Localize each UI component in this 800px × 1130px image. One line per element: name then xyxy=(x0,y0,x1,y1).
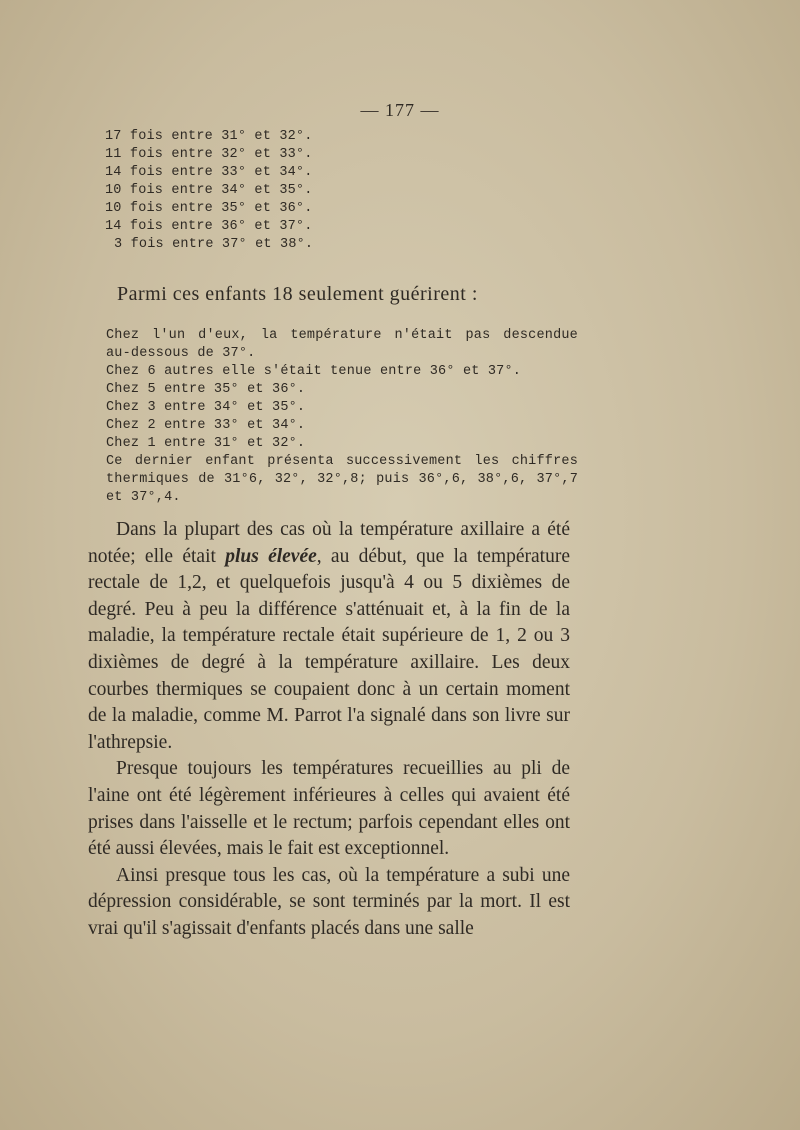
temperature-list-item: 14 fois entre 36° et 37°. xyxy=(105,219,313,234)
paragraph-1 xyxy=(88,517,570,756)
temperature-list-item: 10 fois entre 35° et 36°. xyxy=(105,201,313,216)
case-last: Ce dernier enfant présenta successivement les chiffres thermiques de 31°6, 32°, 32°,8; puis 36°,6, 38°,6, 37°,7 et 37°,4. xyxy=(106,454,578,505)
paragraph-1-start: Dans la plupart des cas où la température axillaire a été notée; elle était xyxy=(88,519,570,567)
section-heading: Parmi ces enfants 18 seulement guérirent : xyxy=(117,283,478,305)
page-number: — 177 — xyxy=(360,100,440,120)
temperature-list-item: 14 fois entre 33° et 34°. xyxy=(105,165,313,180)
temperature-list-item: 3 fois entre 37° et 38°. xyxy=(114,237,314,252)
paragraph-3: Ainsi presque tous les cas, où la température a subi une dépression considérable, se sont terminés par la mort. Il est vrai qu'il s'agissait d'enfants placés dans une salle xyxy=(88,864,570,939)
paragraph-2: Presque toujours les températures recueillies au pli de l'aine ont été légèrement inférieures à celles qui avaient été prises dans l'aisselle et le rectum; parfois cependant elles ont été aussi élevées, mais le fait est exceptionnel. xyxy=(88,758,570,860)
case-line: Chez 2 entre 33° et 34°. xyxy=(106,418,306,433)
temperature-list-item: 17 fois entre 31° et 32°. xyxy=(105,129,313,144)
case-line: Chez 5 entre 35° et 36°. xyxy=(106,382,306,397)
body-text xyxy=(88,517,570,943)
temperature-list-item: 10 fois entre 34° et 35°. xyxy=(105,183,313,198)
case-first: Chez l'un d'eux, la température n'était pas descendue au-dessous de 37°. xyxy=(106,328,578,361)
emphasis-text: plus élevée xyxy=(225,545,317,567)
case-line: Chez 3 entre 34° et 35°. xyxy=(106,400,306,415)
case-list xyxy=(88,327,578,507)
case-line: Chez 1 entre 31° et 32°. xyxy=(106,436,306,451)
paragraph-1-end: , au début, que la température rectale de 1,2, et quelquefois jusqu'à 4 ou 5 dixièmes de degré. Peu à peu la différence s'atténuait et, à la fin de la maladie, la température rectale était supérieure de 1, 2 ou 3 dixièmes de degré à la température axillaire. Les deux courbes thermiques se coupaient donc à un certain moment de la maladie, comme M. Parrot l'a signalé dans son livre sur l'athrepsie. xyxy=(88,545,570,753)
temperature-list-item: 11 fois entre 32° et 33°. xyxy=(105,147,313,162)
case-line: Chez 6 autres elle s'était tenue entre 36° et 37°. xyxy=(106,364,522,379)
temperature-list xyxy=(105,128,595,254)
